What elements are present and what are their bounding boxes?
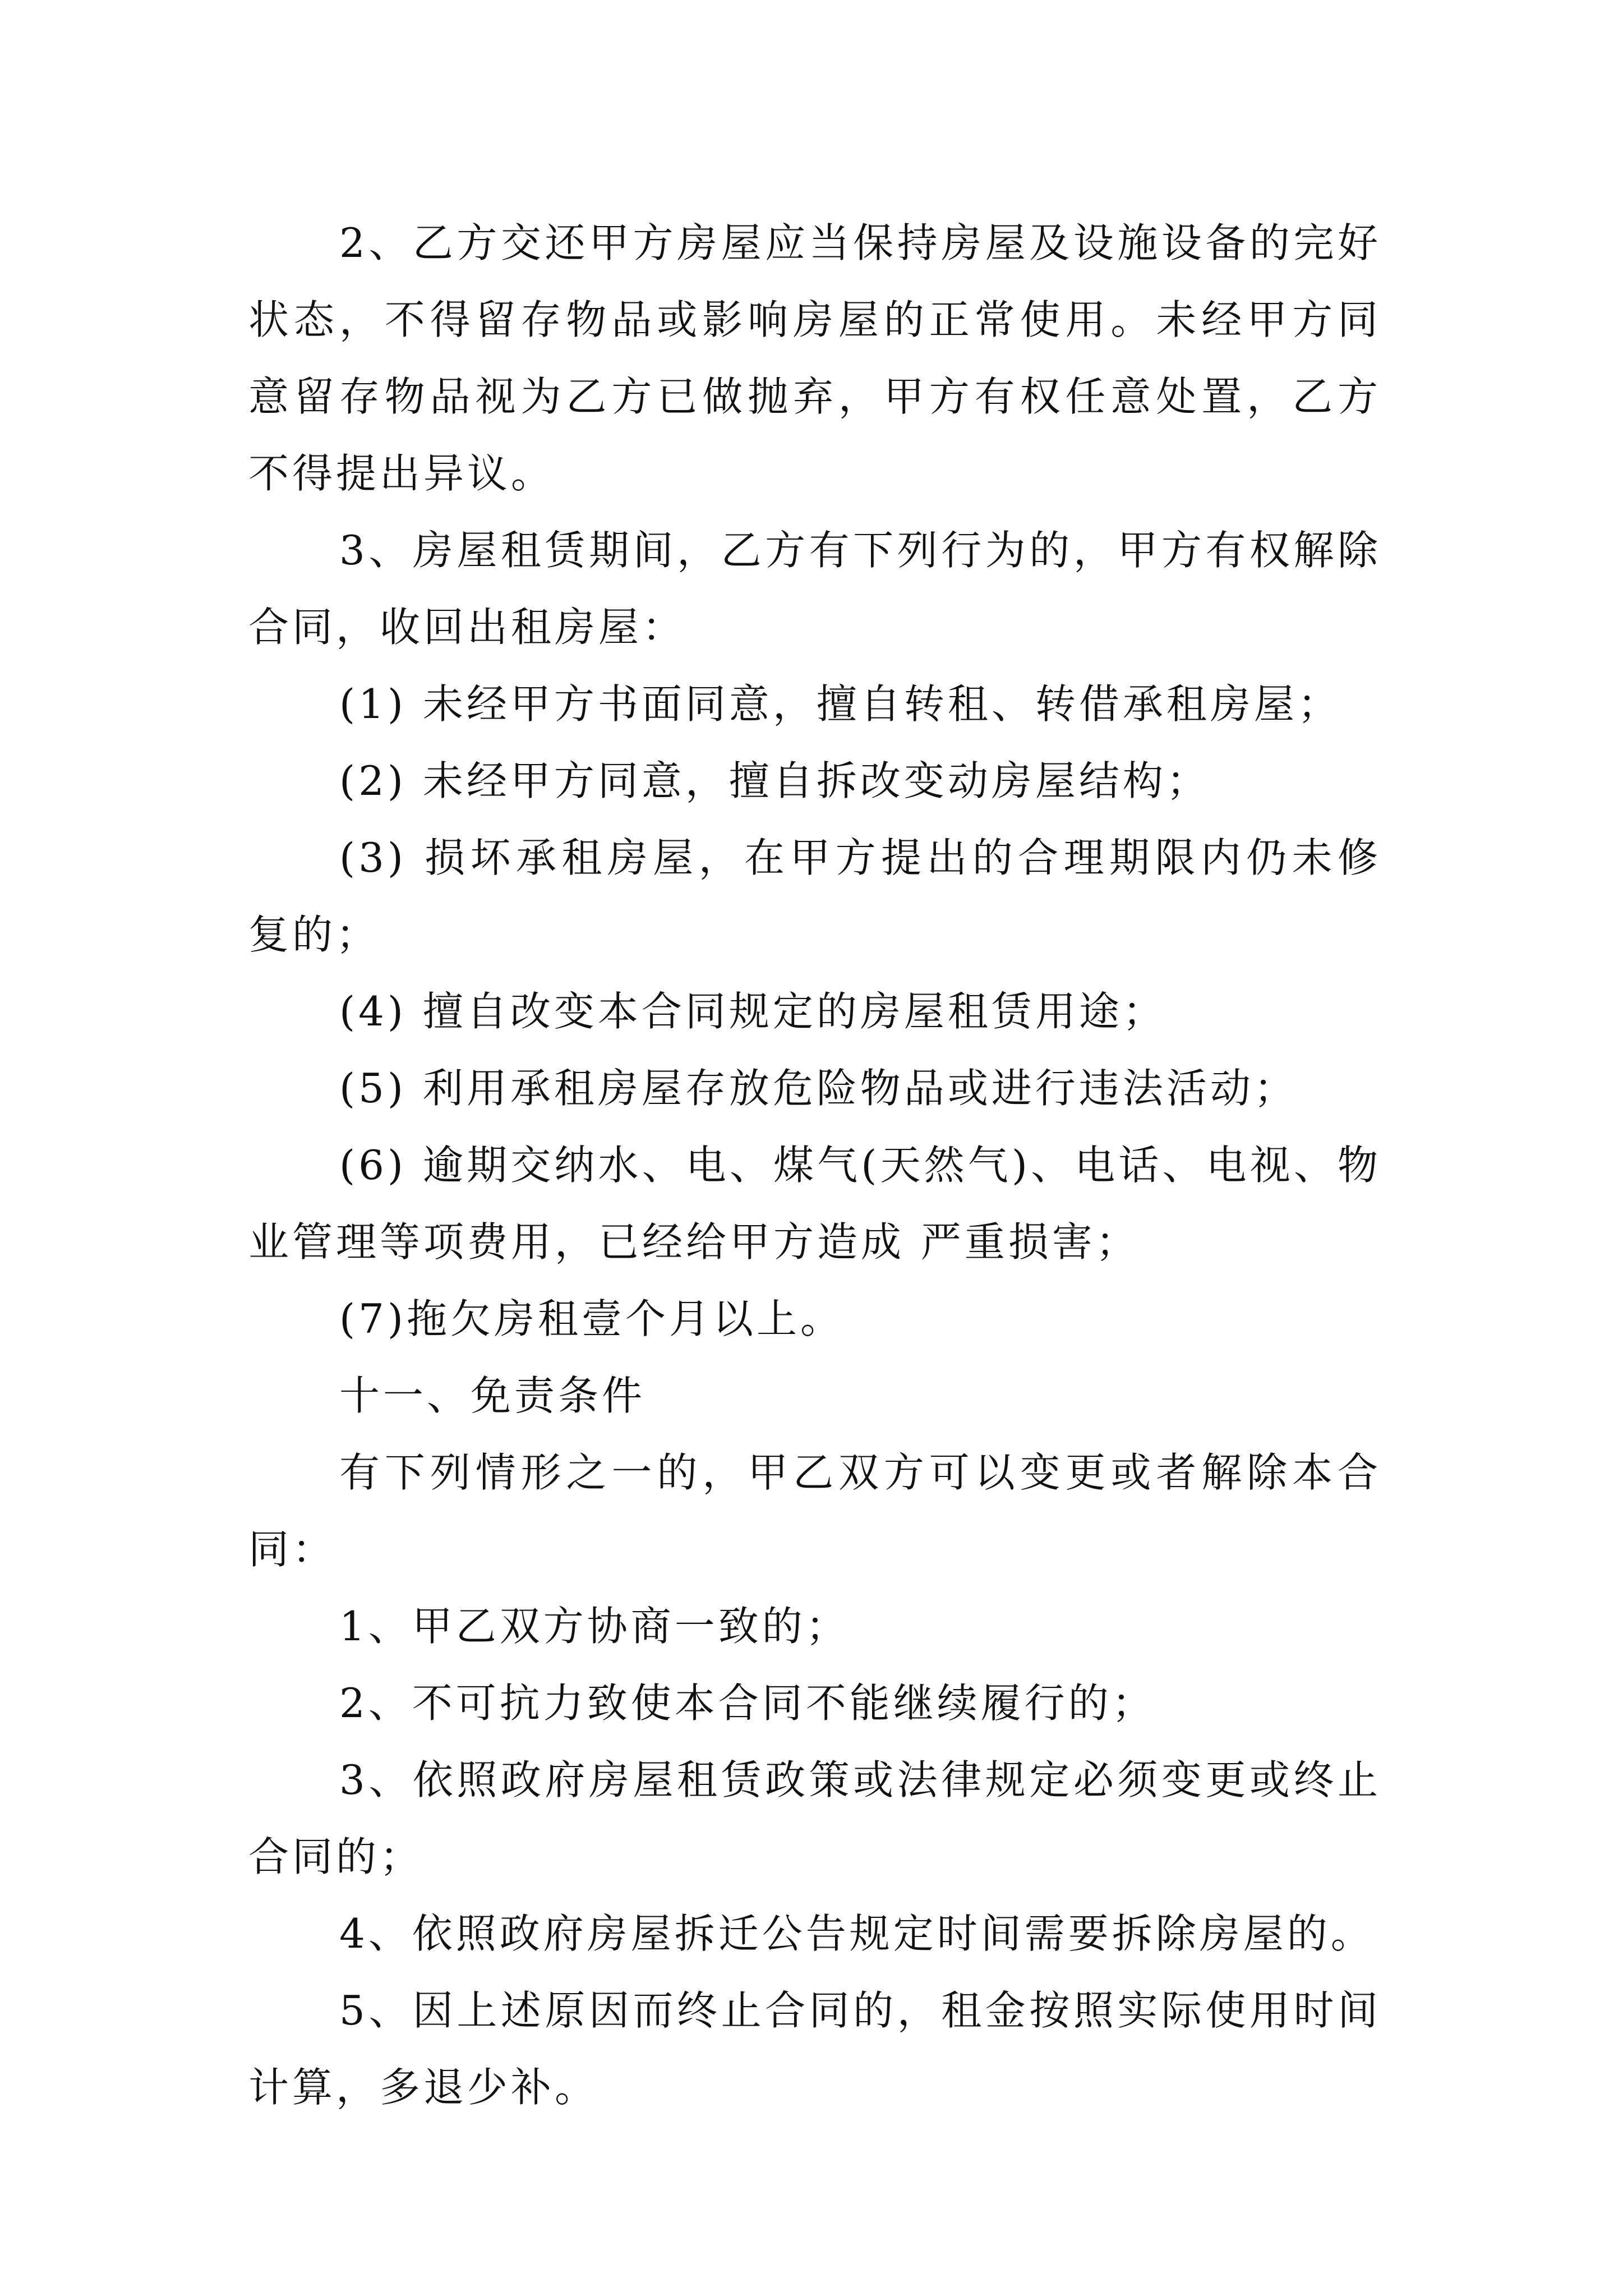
list-item-government-policy: 3、依照政府房屋租赁政策或法律规定必须变更或终止合同的；	[248, 1756, 1381, 1880]
list-item-overdue-fees: (6) 逾期交纳水、电、煤气(天然气)、电话、电视、物业管理等项费用，已经给甲方造成 严重损害；	[248, 1142, 1381, 1266]
paragraph-return-house: 2、乙方交还甲方房屋应当保持房屋及设施设备的完好状态，不得留存物品或影响房屋的正常使用。未经甲方同意留存物品视为乙方已做抛弃，甲方有权任意处置，乙方不得提出异议。	[248, 219, 1381, 497]
list-item-demolition: 4、依照政府房屋拆迁公告规定时间需要拆除房屋的。	[339, 1910, 1375, 1957]
document-body	[248, 205, 1381, 2126]
list-item-structure-change: (2) 未经甲方同意，擅自拆改变动房屋结构；	[339, 757, 1210, 804]
list-item-overdue-rent: (7)拖欠房租壹个月以上。	[339, 1295, 844, 1342]
paragraph-rent-settlement: 5、因上述原因而终止合同的，租金按照实际使用时间计算，多退少补。	[248, 1987, 1381, 2111]
list-item-sublet: (1) 未经甲方书面同意，擅自转租、转借承租房屋；	[339, 680, 1341, 728]
list-item-mutual-agreement: 1、甲乙双方协商一致的；	[339, 1603, 850, 1650]
list-item-force-majeure: 2、不可抗力致使本合同不能继续履行的；	[339, 1680, 1156, 1727]
paragraph-exemption-intro: 有下列情形之一的，甲乙双方可以变更或者解除本合同：	[248, 1449, 1381, 1573]
list-item-damage: (3) 损坏承租房屋，在甲方提出的合理期限内仍未修复的；	[248, 834, 1381, 958]
list-item-usage-change: (4) 擅自改变本合同规定的房屋租赁用途；	[339, 988, 1166, 1035]
section-heading-exemption: 十一、免责条件	[339, 1372, 646, 1419]
list-item-dangerous-goods: (5) 利用承租房屋存放危险物品或进行违法活动；	[339, 1065, 1298, 1112]
paragraph-termination-rights: 3、房屋租赁期间，乙方有下列行为的，甲方有权解除合同，收回出租房屋：	[248, 527, 1381, 651]
